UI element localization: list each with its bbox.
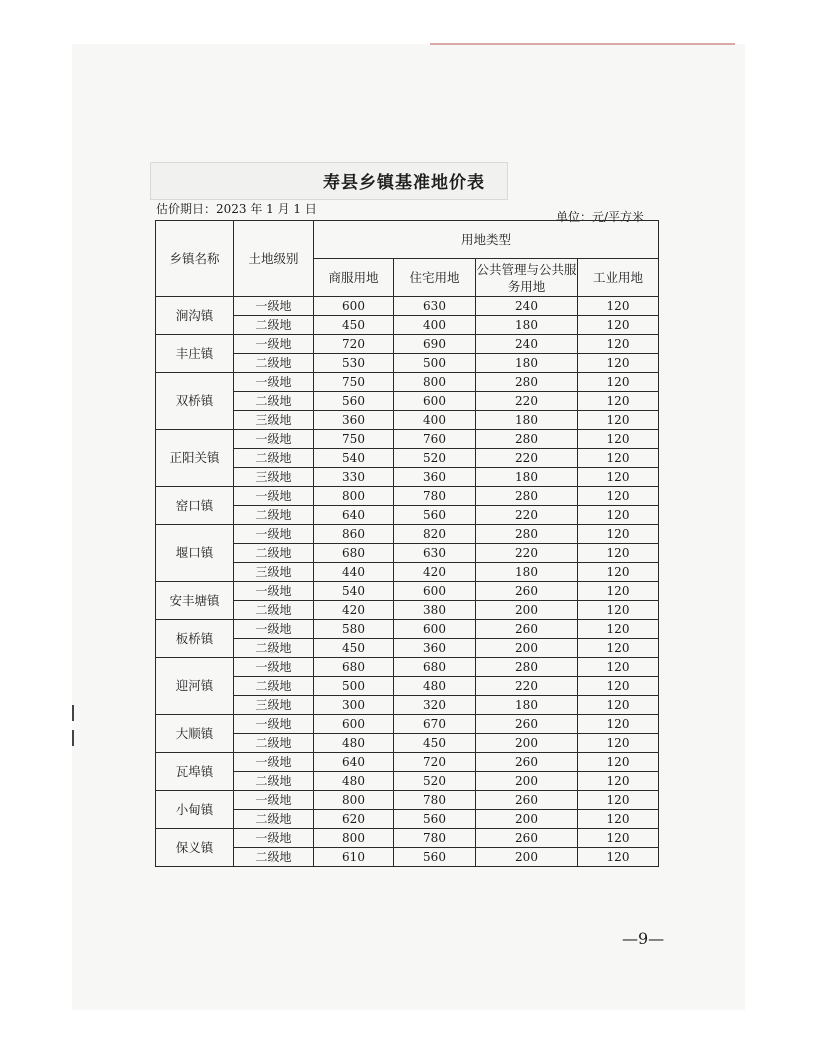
grade-cell: 三级地 xyxy=(234,411,314,430)
industrial-price-cell: 120 xyxy=(578,753,659,772)
grade-cell: 二级地 xyxy=(234,506,314,525)
industrial-price-cell: 120 xyxy=(578,810,659,829)
grade-cell: 一级地 xyxy=(234,430,314,449)
town-name-cell: 涧沟镇 xyxy=(156,297,234,335)
table-row xyxy=(156,753,659,772)
commercial-price-cell: 480 xyxy=(314,734,394,753)
public-service-price-cell: 220 xyxy=(476,544,578,563)
grade-cell: 二级地 xyxy=(234,449,314,468)
residential-price-cell: 760 xyxy=(394,430,476,449)
industrial-price-cell: 120 xyxy=(578,411,659,430)
public-service-price-cell: 240 xyxy=(476,297,578,316)
grade-cell: 二级地 xyxy=(234,354,314,373)
industrial-price-cell: 120 xyxy=(578,696,659,715)
table-row xyxy=(156,620,659,639)
residential-price-cell: 720 xyxy=(394,753,476,772)
table-row xyxy=(156,297,659,316)
header-industrial: 工业用地 xyxy=(578,259,659,297)
table-row xyxy=(156,658,659,677)
industrial-price-cell: 120 xyxy=(578,791,659,810)
residential-price-cell: 400 xyxy=(394,411,476,430)
table-row xyxy=(156,373,659,392)
town-name-cell: 双桥镇 xyxy=(156,373,234,430)
grade-cell: 一级地 xyxy=(234,487,314,506)
public-service-price-cell: 260 xyxy=(476,715,578,734)
industrial-price-cell: 120 xyxy=(578,430,659,449)
industrial-price-cell: 120 xyxy=(578,316,659,335)
town-name-cell: 丰庄镇 xyxy=(156,335,234,373)
industrial-price-cell: 120 xyxy=(578,373,659,392)
public-service-price-cell: 220 xyxy=(476,449,578,468)
industrial-price-cell: 120 xyxy=(578,335,659,354)
page-number: —9— xyxy=(622,929,665,948)
town-name-cell: 迎河镇 xyxy=(156,658,234,715)
public-service-price-cell: 260 xyxy=(476,753,578,772)
grade-cell: 二级地 xyxy=(234,677,314,696)
grade-cell: 一级地 xyxy=(234,297,314,316)
commercial-price-cell: 860 xyxy=(314,525,394,544)
residential-price-cell: 780 xyxy=(394,487,476,506)
residential-price-cell: 800 xyxy=(394,373,476,392)
town-name-cell: 板桥镇 xyxy=(156,620,234,658)
town-name-cell: 小甸镇 xyxy=(156,791,234,829)
public-service-price-cell: 260 xyxy=(476,829,578,848)
grade-cell: 一级地 xyxy=(234,658,314,677)
residential-price-cell: 360 xyxy=(394,468,476,487)
table-row xyxy=(156,335,659,354)
town-name-cell: 安丰塘镇 xyxy=(156,582,234,620)
commercial-price-cell: 610 xyxy=(314,848,394,867)
industrial-price-cell: 120 xyxy=(578,297,659,316)
grade-cell: 一级地 xyxy=(234,525,314,544)
residential-price-cell: 780 xyxy=(394,829,476,848)
town-name-cell: 瓦埠镇 xyxy=(156,753,234,791)
commercial-price-cell: 540 xyxy=(314,449,394,468)
public-service-price-cell: 280 xyxy=(476,487,578,506)
residential-price-cell: 450 xyxy=(394,734,476,753)
grade-cell: 二级地 xyxy=(234,734,314,753)
binding-mark xyxy=(72,730,74,746)
commercial-price-cell: 680 xyxy=(314,658,394,677)
industrial-price-cell: 120 xyxy=(578,620,659,639)
public-service-price-cell: 280 xyxy=(476,658,578,677)
unit-label: 单位：元/平方米 xyxy=(556,210,645,224)
header-town: 乡镇名称 xyxy=(156,221,234,297)
binding-mark xyxy=(72,705,74,721)
table-body xyxy=(156,297,659,867)
commercial-price-cell: 800 xyxy=(314,829,394,848)
residential-price-cell: 680 xyxy=(394,658,476,677)
residential-price-cell: 520 xyxy=(394,772,476,791)
public-service-price-cell: 180 xyxy=(476,354,578,373)
public-service-price-cell: 220 xyxy=(476,677,578,696)
residential-price-cell: 560 xyxy=(394,810,476,829)
land-price-table xyxy=(155,220,659,867)
grade-cell: 二级地 xyxy=(234,316,314,335)
document-title: 寿县乡镇基准地价表 xyxy=(323,173,485,193)
residential-price-cell: 690 xyxy=(394,335,476,354)
residential-price-cell: 560 xyxy=(394,848,476,867)
grade-cell: 三级地 xyxy=(234,696,314,715)
public-service-price-cell: 220 xyxy=(476,506,578,525)
residential-price-cell: 320 xyxy=(394,696,476,715)
public-service-price-cell: 200 xyxy=(476,810,578,829)
commercial-price-cell: 620 xyxy=(314,810,394,829)
grade-cell: 二级地 xyxy=(234,601,314,620)
commercial-price-cell: 450 xyxy=(314,639,394,658)
residential-price-cell: 600 xyxy=(394,392,476,411)
header-use-type: 用地类型 xyxy=(314,221,659,259)
table-row xyxy=(156,791,659,810)
commercial-price-cell: 420 xyxy=(314,601,394,620)
public-service-price-cell: 200 xyxy=(476,772,578,791)
industrial-price-cell: 120 xyxy=(578,506,659,525)
grade-cell: 一级地 xyxy=(234,335,314,354)
public-service-price-cell: 180 xyxy=(476,563,578,582)
commercial-price-cell: 640 xyxy=(314,506,394,525)
grade-cell: 二级地 xyxy=(234,772,314,791)
commercial-price-cell: 750 xyxy=(314,430,394,449)
grade-cell: 三级地 xyxy=(234,563,314,582)
header-grade: 土地级别 xyxy=(234,221,314,297)
red-header-line xyxy=(430,43,735,45)
industrial-price-cell: 120 xyxy=(578,677,659,696)
grade-cell: 二级地 xyxy=(234,810,314,829)
commercial-price-cell: 360 xyxy=(314,411,394,430)
public-service-price-cell: 280 xyxy=(476,430,578,449)
table-row xyxy=(156,525,659,544)
commercial-price-cell: 440 xyxy=(314,563,394,582)
public-service-price-cell: 280 xyxy=(476,373,578,392)
residential-price-cell: 780 xyxy=(394,791,476,810)
industrial-price-cell: 120 xyxy=(578,639,659,658)
grade-cell: 二级地 xyxy=(234,544,314,563)
commercial-price-cell: 800 xyxy=(314,791,394,810)
industrial-price-cell: 120 xyxy=(578,487,659,506)
valuation-date: 估价期日：2023 年 1 月 1 日 xyxy=(156,202,317,216)
commercial-price-cell: 680 xyxy=(314,544,394,563)
table-row xyxy=(156,487,659,506)
grade-cell: 一级地 xyxy=(234,373,314,392)
public-service-price-cell: 260 xyxy=(476,620,578,639)
grade-cell: 一级地 xyxy=(234,829,314,848)
commercial-price-cell: 750 xyxy=(314,373,394,392)
commercial-price-cell: 500 xyxy=(314,677,394,696)
grade-cell: 一级地 xyxy=(234,620,314,639)
commercial-price-cell: 480 xyxy=(314,772,394,791)
table-row xyxy=(156,715,659,734)
public-service-price-cell: 220 xyxy=(476,392,578,411)
table-row xyxy=(156,582,659,601)
public-service-price-cell: 200 xyxy=(476,848,578,867)
industrial-price-cell: 120 xyxy=(578,392,659,411)
commercial-price-cell: 640 xyxy=(314,753,394,772)
industrial-price-cell: 120 xyxy=(578,449,659,468)
industrial-price-cell: 120 xyxy=(578,848,659,867)
residential-price-cell: 670 xyxy=(394,715,476,734)
grade-cell: 二级地 xyxy=(234,392,314,411)
public-service-price-cell: 180 xyxy=(476,316,578,335)
grade-cell: 一级地 xyxy=(234,753,314,772)
residential-price-cell: 630 xyxy=(394,544,476,563)
residential-price-cell: 520 xyxy=(394,449,476,468)
residential-price-cell: 560 xyxy=(394,506,476,525)
commercial-price-cell: 540 xyxy=(314,582,394,601)
public-service-price-cell: 260 xyxy=(476,791,578,810)
public-service-price-cell: 200 xyxy=(476,601,578,620)
industrial-price-cell: 120 xyxy=(578,829,659,848)
public-service-price-cell: 180 xyxy=(476,411,578,430)
commercial-price-cell: 600 xyxy=(314,715,394,734)
table-row xyxy=(156,829,659,848)
industrial-price-cell: 120 xyxy=(578,658,659,677)
public-service-price-cell: 280 xyxy=(476,525,578,544)
grade-cell: 一级地 xyxy=(234,715,314,734)
residential-price-cell: 500 xyxy=(394,354,476,373)
industrial-price-cell: 120 xyxy=(578,734,659,753)
residential-price-cell: 600 xyxy=(394,620,476,639)
public-service-price-cell: 180 xyxy=(476,696,578,715)
grade-cell: 二级地 xyxy=(234,639,314,658)
town-name-cell: 保义镇 xyxy=(156,829,234,867)
commercial-price-cell: 450 xyxy=(314,316,394,335)
grade-cell: 一级地 xyxy=(234,791,314,810)
header-commercial: 商服用地 xyxy=(314,259,394,297)
public-service-price-cell: 240 xyxy=(476,335,578,354)
public-service-price-cell: 260 xyxy=(476,582,578,601)
commercial-price-cell: 580 xyxy=(314,620,394,639)
town-name-cell: 正阳关镇 xyxy=(156,430,234,487)
residential-price-cell: 820 xyxy=(394,525,476,544)
commercial-price-cell: 530 xyxy=(314,354,394,373)
commercial-price-cell: 800 xyxy=(314,487,394,506)
commercial-price-cell: 300 xyxy=(314,696,394,715)
residential-price-cell: 380 xyxy=(394,601,476,620)
town-name-cell: 大顺镇 xyxy=(156,715,234,753)
public-service-price-cell: 200 xyxy=(476,639,578,658)
industrial-price-cell: 120 xyxy=(578,468,659,487)
header-public-service: 公共管理与公共服务用地 xyxy=(476,259,578,297)
table-row xyxy=(156,430,659,449)
industrial-price-cell: 120 xyxy=(578,354,659,373)
commercial-price-cell: 560 xyxy=(314,392,394,411)
industrial-price-cell: 120 xyxy=(578,772,659,791)
residential-price-cell: 630 xyxy=(394,297,476,316)
town-name-cell: 堰口镇 xyxy=(156,525,234,582)
town-name-cell: 窑口镇 xyxy=(156,487,234,525)
commercial-price-cell: 720 xyxy=(314,335,394,354)
commercial-price-cell: 330 xyxy=(314,468,394,487)
residential-price-cell: 480 xyxy=(394,677,476,696)
industrial-price-cell: 120 xyxy=(578,525,659,544)
industrial-price-cell: 120 xyxy=(578,544,659,563)
public-service-price-cell: 180 xyxy=(476,468,578,487)
residential-price-cell: 400 xyxy=(394,316,476,335)
residential-price-cell: 420 xyxy=(394,563,476,582)
industrial-price-cell: 120 xyxy=(578,582,659,601)
industrial-price-cell: 120 xyxy=(578,563,659,582)
residential-price-cell: 600 xyxy=(394,582,476,601)
commercial-price-cell: 600 xyxy=(314,297,394,316)
public-service-price-cell: 200 xyxy=(476,734,578,753)
industrial-price-cell: 120 xyxy=(578,715,659,734)
residential-price-cell: 360 xyxy=(394,639,476,658)
header-residential: 住宅用地 xyxy=(394,259,476,297)
grade-cell: 一级地 xyxy=(234,582,314,601)
grade-cell: 三级地 xyxy=(234,468,314,487)
grade-cell: 二级地 xyxy=(234,848,314,867)
industrial-price-cell: 120 xyxy=(578,601,659,620)
